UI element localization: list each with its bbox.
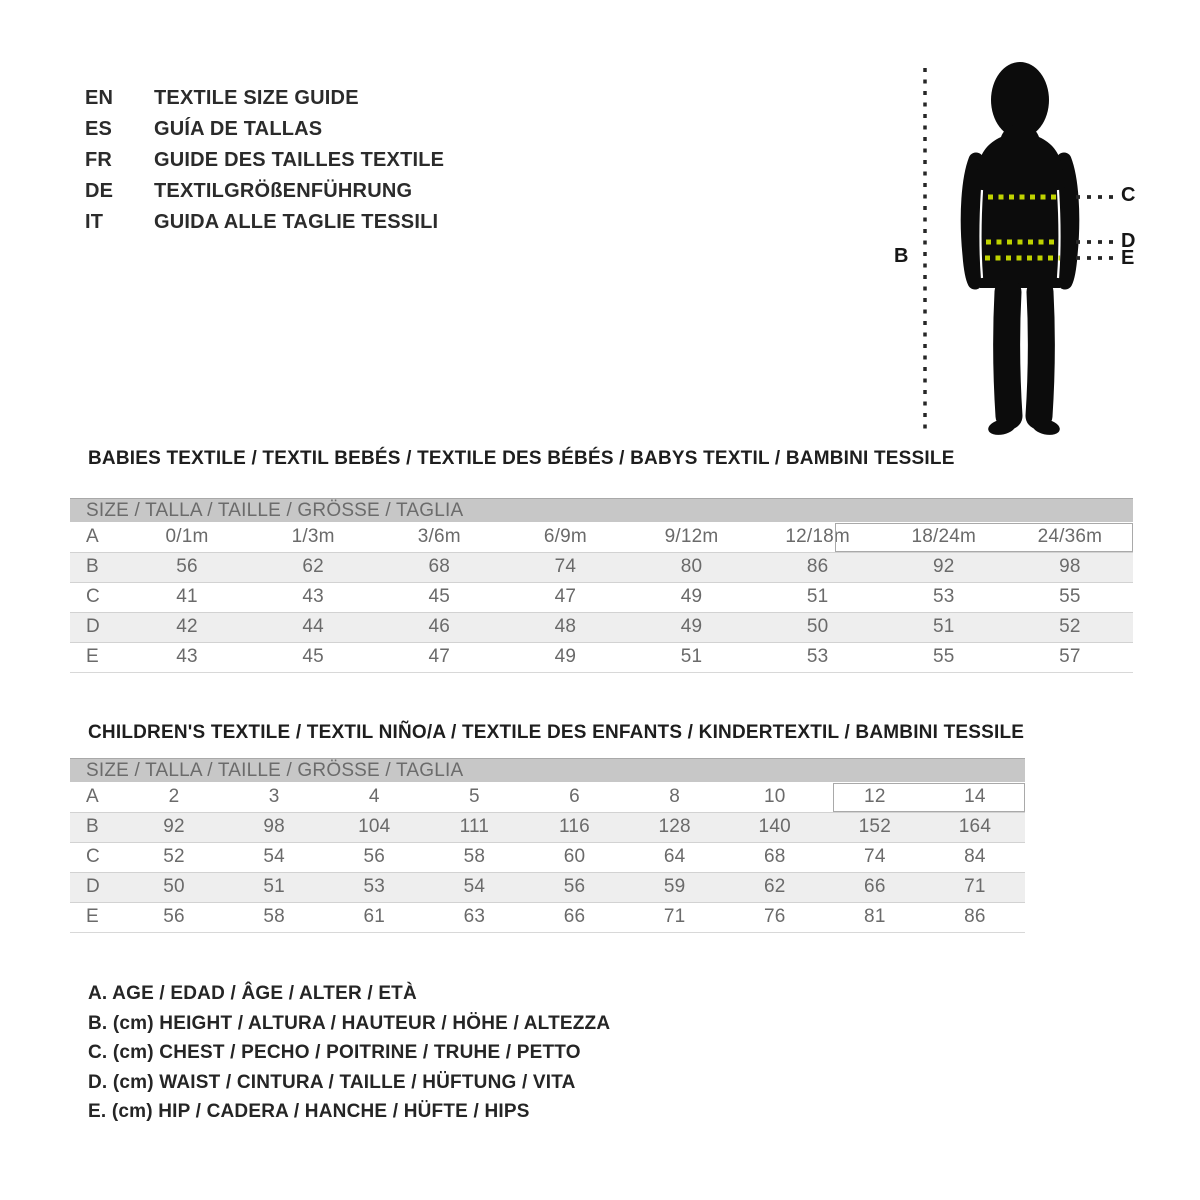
size-cell: 53 <box>755 642 881 672</box>
size-cell: 9/12m <box>664 525 719 547</box>
size-cell: 6/9m <box>543 525 587 547</box>
size-cell: 71 <box>625 902 725 932</box>
size-cell: 6 <box>569 785 580 807</box>
size-cell: 164 <box>925 812 1025 842</box>
size-cell: 14 <box>964 785 986 807</box>
list-item <box>85 145 444 176</box>
list-item <box>85 83 444 114</box>
language-code: FR <box>85 149 113 171</box>
size-cell: 12 <box>864 785 886 807</box>
measure-label-waist: D <box>1121 230 1136 252</box>
size-cell: 111 <box>424 812 524 842</box>
size-cell: 74 <box>502 552 628 582</box>
size-table-header: SIZE / TALLA / TAILLE / GRÖSSE / TAGLIA <box>70 498 1133 522</box>
size-cell: 46 <box>376 612 502 642</box>
size-cell: 12/18m <box>785 525 850 547</box>
list-item <box>85 207 444 238</box>
babies-section-title: BABIES TEXTILE / TEXTIL BEBÉS / TEXTILE DES BÉBÉS / BABYS TEXTIL / BAMBINI TESSILE <box>88 448 955 469</box>
size-cell: 84 <box>964 846 986 867</box>
size-cell: 140 <box>725 812 825 842</box>
size-cell: 51 <box>806 586 829 607</box>
size-cell: 52 <box>1007 612 1133 642</box>
size-cell: 3 <box>268 785 280 807</box>
size-cell: 66 <box>524 902 624 932</box>
table-row-a <box>70 782 1025 812</box>
size-cell: 71 <box>925 872 1025 902</box>
row-label: E <box>70 902 124 932</box>
size-cell: 49 <box>629 612 755 642</box>
table-row-d <box>70 872 1025 902</box>
size-cell: 43 <box>124 642 250 672</box>
guide-title: GUIDE DES TAILLES TEXTILE <box>154 149 445 171</box>
size-cell: 128 <box>625 812 725 842</box>
size-cell: 104 <box>324 812 424 842</box>
list-item <box>85 114 444 145</box>
size-cell: 52 <box>163 846 185 867</box>
language-code: DE <box>85 180 114 202</box>
size-cell: 59 <box>625 872 725 902</box>
language-title-list <box>85 83 444 238</box>
table-row-b <box>70 812 1025 842</box>
size-cell: 8 <box>669 785 680 807</box>
guide-title: GUÍA DE TALLAS <box>154 118 323 140</box>
size-cell: 51 <box>224 872 324 902</box>
size-cell: 49 <box>680 586 703 607</box>
size-cell: 4 <box>368 785 380 807</box>
table-row-d <box>70 612 1133 642</box>
size-cell: 62 <box>725 872 825 902</box>
guide-title: TEXTILGRÖßENFÜHRUNG <box>154 180 413 202</box>
size-cell: 55 <box>881 642 1007 672</box>
size-cell: 81 <box>825 902 925 932</box>
measurement-figure <box>870 40 1170 460</box>
size-cell: 86 <box>925 902 1025 932</box>
table-row-c <box>70 842 1025 872</box>
table-row-c <box>70 582 1133 612</box>
size-cell: 86 <box>755 552 881 582</box>
size-cell: 56 <box>124 552 250 582</box>
table-row-e <box>70 642 1133 672</box>
row-label: A <box>86 525 99 547</box>
size-cell: 3/6m <box>417 525 461 547</box>
legend-line-waist: D. (cm) WAIST / CINTURA / TAILLE / HÜFTUNG / VITA <box>88 1071 576 1093</box>
size-cell: 44 <box>250 612 376 642</box>
language-code: ES <box>85 118 113 140</box>
row-label: C <box>86 846 100 867</box>
table-row-a <box>70 522 1133 552</box>
row-label: D <box>70 872 124 902</box>
size-cell: 5 <box>468 785 480 807</box>
size-cell: 50 <box>124 872 224 902</box>
size-cell: 63 <box>424 902 524 932</box>
size-cell: 49 <box>502 642 628 672</box>
size-cell: 50 <box>755 612 881 642</box>
guide-title: GUIDA ALLE TAGLIE TESSILI <box>154 211 439 233</box>
size-cell: 24/36m <box>1037 525 1103 547</box>
size-cell: 48 <box>502 612 628 642</box>
row-label: B <box>70 552 124 582</box>
size-cell: 92 <box>124 812 224 842</box>
size-cell: 152 <box>825 812 925 842</box>
size-cell: 58 <box>224 902 324 932</box>
row-label: C <box>86 586 100 607</box>
size-cell: 1/3m <box>291 525 335 547</box>
size-cell: 66 <box>825 872 925 902</box>
measure-label-hip: E <box>1121 247 1135 269</box>
legend-line-hip: E. (cm) HIP / CADERA / HANCHE / HÜFTE / HIPS <box>88 1101 530 1123</box>
size-cell: 56 <box>524 872 624 902</box>
size-cell: 47 <box>376 642 502 672</box>
row-label: B <box>70 812 124 842</box>
size-cell: 18/24m <box>911 525 977 547</box>
size-cell: 68 <box>763 846 786 867</box>
size-cell: 74 <box>864 846 886 867</box>
row-label: E <box>70 642 124 672</box>
babies-size-table <box>70 498 1133 673</box>
legend-line-chest: C. (cm) CHEST / PECHO / POITRINE / TRUHE / PETTO <box>88 1042 581 1064</box>
measurement-legend <box>88 979 610 1127</box>
legend-line-height: B. (cm) HEIGHT / ALTURA / HAUTEUR / HÖHE / ALTEZZA <box>88 1012 611 1034</box>
guide-title: TEXTILE SIZE GUIDE <box>154 87 359 109</box>
size-cell: 98 <box>224 812 324 842</box>
row-label: D <box>70 612 124 642</box>
size-cell: 92 <box>881 552 1007 582</box>
size-cell: 61 <box>324 902 424 932</box>
size-cell: 80 <box>629 552 755 582</box>
size-cell: 68 <box>376 552 502 582</box>
language-code: IT <box>85 211 104 233</box>
size-cell: 64 <box>663 846 686 867</box>
size-cell: 51 <box>881 612 1007 642</box>
size-cell: 116 <box>524 812 624 842</box>
size-cell: 10 <box>763 785 786 807</box>
measure-label-chest: C <box>1121 184 1136 206</box>
list-item <box>85 176 444 207</box>
size-cell: 53 <box>324 872 424 902</box>
size-cell: 51 <box>629 642 755 672</box>
size-cell: 43 <box>302 586 324 607</box>
size-cell: 55 <box>1059 586 1081 607</box>
table-row-b <box>70 552 1133 582</box>
size-cell: 0/1m <box>165 525 209 547</box>
size-cell: 57 <box>1007 642 1133 672</box>
size-cell: 76 <box>725 902 825 932</box>
size-cell: 56 <box>363 846 386 867</box>
size-cell: 47 <box>554 586 577 607</box>
size-cell: 54 <box>424 872 524 902</box>
legend-line-age: A. AGE / EDAD / ÂGE / ALTER / ETÀ <box>88 983 417 1004</box>
size-cell: 98 <box>1007 552 1133 582</box>
measure-label-height: B <box>894 245 909 267</box>
row-label: A <box>86 785 99 807</box>
size-cell: 62 <box>250 552 376 582</box>
children-size-table <box>70 758 1025 933</box>
size-table-header: SIZE / TALLA / TAILLE / GRÖSSE / TAGLIA <box>70 758 1025 782</box>
children-section-title: CHILDREN'S TEXTILE / TEXTIL NIÑO/A / TEXTILE DES ENFANTS / KINDERTEXTIL / BAMBINI TESSILE <box>88 722 1025 743</box>
size-cell: 53 <box>933 586 955 607</box>
table-row-e <box>70 902 1025 932</box>
size-cell: 45 <box>428 586 451 607</box>
size-cell: 45 <box>250 642 376 672</box>
size-cell: 56 <box>124 902 224 932</box>
size-cell: 41 <box>176 586 198 607</box>
size-cell: 42 <box>124 612 250 642</box>
language-code: EN <box>85 87 114 109</box>
size-cell: 54 <box>263 846 285 867</box>
size-cell: 2 <box>168 785 180 807</box>
size-cell: 58 <box>463 846 486 867</box>
size-cell: 60 <box>563 846 586 867</box>
